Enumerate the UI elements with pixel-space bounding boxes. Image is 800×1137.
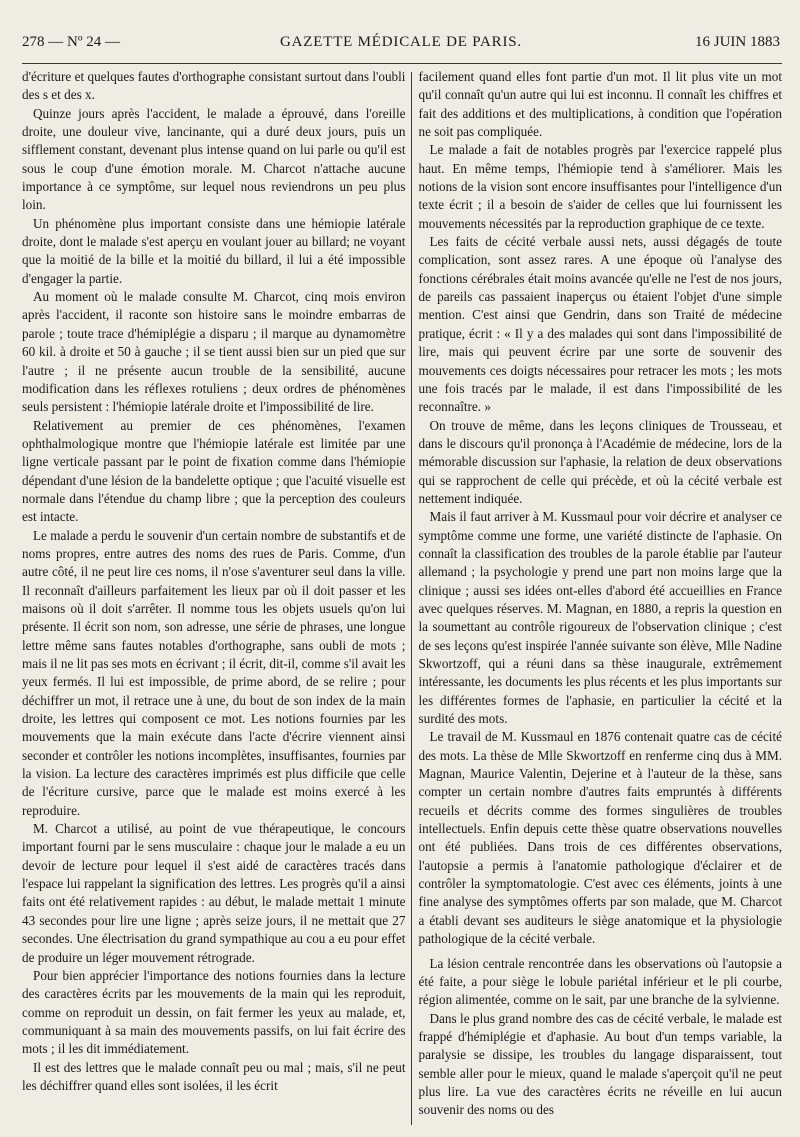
paragraph: Quinze jours après l'accident, le malade a éprouvé, dans l'oreille droite, une douleur vive, lancinante, qui a duré deux jours, puis un sifflement constant, devenant plus intense quand on lui parle ou qu'il est sous le coup d'une émotion morale. M. Charcot n'attache aucune importance à ce symptôme, sur lequel nous reviendrons un peu plus loin. [22, 105, 406, 213]
paragraph: On trouve de même, dans les leçons cliniques de Trousseau, et dans le discours qu'il prononça à l'Académie de médecine, lors de la mémorable discussion sur l'aphasie, la relation de deux observations qui se rapprochent de celle qui précède, et où la cécité verbale est nettement indiquée. [418, 417, 782, 506]
page-number: 278 — Nº 24 — [22, 34, 120, 50]
left-column [22, 68, 411, 1133]
article-body [22, 68, 782, 1133]
journal-title: GAZETTE MÉDICALE DE PARIS. [280, 34, 522, 50]
right-column [412, 68, 782, 1133]
paragraph: La lésion centrale rencontrée dans les observations où l'autopsie a été faite, a pour siège le lobule pariétal inférieur et le pli courbe, région alimentée, comme on le sait, par une branche de la sylvienne. [418, 955, 782, 1008]
paragraph: Mais il faut arriver à M. Kussmaul pour voir décrire et analyser ce symptôme comme une forme, une variété distincte de l'aphasie. On connaît la classification des troubles de la parole établie par l'auteur allemand ; la psychologie y prend une part non moins large que la clinique ; aussi ses idées ont-elles d'abord été accueillies en France avec quelques réserves. M. Magnan, en 1880, a repris la question en la soumettant au contrôle rigoureux de l'observation clinique ; c'est de ses leçons qu'est inspirée l'année suivante son élève, Mlle Nadine Skwortzoff, qui a réuni dans sa thèse inaugurale, extrêmement intéressante, les documents les plus récents et les plus importants sur les différentes formes de l'aphasie, en particulier la cécité et la surdité des mots. [418, 509, 782, 727]
page-header [22, 34, 780, 56]
paragraph: Pour bien apprécier l'importance des notions fournies dans la lecture des caractères écrits par les mouvements de la main qui les reproduit, comme on reproduit un dessin, on fait fermer les yeux au malade, et, communiquant à sa main des mouvements passifs, on lui fait écrire des mots ; il les dit immédiatement. [22, 967, 406, 1057]
paragraph: Relativement au premier de ces phénomènes, l'examen ophthalmologique montre que l'hémiopie latérale est limitée par une ligne verticale passant par le point de fixation comme dans l'hémiopie dépendant d'une lésion de la bandelette optique ; que l'acuité visuelle est normale dans l'étendue du champ libre ; que la perception des couleurs est intacte. [22, 417, 406, 525]
paragraph: Au moment où le malade consulte M. Charcot, cinq mois environ après l'accident, il raconte son histoire sans le moindre embarras de parole ; toute trace d'hémiplégie a disparu ; il marque au dynamomètre 60 kil. à droite et 50 à gauche ; il se tient aussi bien sur un pied que sur l'autre ; il ne présente aucun trouble de la sensibilité, aucune modification dans les réflexes rotuliens ; deux ordres de phénomènes seuls persistent : l'hémiopie latérale droite et l'impossibilité de lire. [22, 289, 406, 415]
paragraph: Le malade a perdu le souvenir d'un certain nombre de substantifs et de noms propres, entre autres des noms des rues de Paris. Comme, d'un autre côté, il ne peut lire ces noms, il n'ose s'aventurer seul dans la ville. Il reconnaît d'ailleurs parfaitement les lieux par où il doit passer et les maisons où il doit s'arrêter. Il nomme tous les objets usuels qu'on lui présente. Il écrit son nom, son adresse, une série de phrases, une longue lettre même sans fautes notables d'orthographe, sans oubli de mots ; mais il ne lit pas ses mots en écrivant ; il écrit, dit-il, comme s'il avait les yeux fermés. Il lui est impossible, de prime abord, de se relire ; pour déchiffrer un mot, il retrace une à une, du bout de son index de la main droite, les lettres qui composent ce mot. Les notions fournies par les mouvements que la main exécute dans l'acte d'écrire viennent ainsi seconder et contrôler les notions incomplètes, insuffisantes, fournies par la vision. La lecture des caractères imprimés est plus difficile que celle de l'écriture cursive, parce que le malade est moins exercé à les reproduire. [22, 527, 406, 818]
header-rule [22, 63, 782, 64]
paragraph: Dans le plus grand nombre des cas de cécité verbale, le malade est frappé d'hémiplégie et d'aphasie. Au bout d'un temps variable, la paralysie se dissipe, les troubles du langage disparaissent, tout semble aller pour le mieux, quand le malade s'aperçoit qu'il ne peut plus lire. La vue des caractères écrits ne réveille en lui aucun souvenir des noms ou des [418, 1010, 782, 1118]
paragraph: Le travail de M. Kussmaul en 1876 contenait quatre cas de cécité des mots. La thèse de Mlle Skwortzoff en renferme cinq dus à MM. Magnan, Maurice Valentin, Dejerine et à l'auteur de la thèse, sans compter un certain nombre d'autres faits empruntés à différents recueils et décrits comme des formes singulières de troubles intellectuels. Enfin depuis cette thèse quatre observations nouvelles ont été publiées. Dans trois de ces différentes observations, l'autopsie a permis à l'anatomie pathologique d'éclairer et de contrôler la symptomatologie. C'est avec ces éléments, joints à une fine analyse des symptômes offerts par son malade, que M. Charcot a établi devant ses auditeurs le siège anatomique et la physiologie pathologique de la cécité verbale. [418, 729, 782, 947]
paragraph: Un phénomène plus important consiste dans une hémiopie latérale droite, dont le malade s'est aperçu en voulant jouer au billard; ne voyant que la moitié de la bille et la moitié du billard, il lui a été impossible d'engager la partie. [22, 215, 406, 286]
paragraph: M. Charcot a utilisé, au point de vue thérapeutique, le concours important fourni par le sens musculaire : chaque jour le malade a eu un devoir de lecture pour lequel il s'est aidé de caractères tracés dans l'espace lui rappelant la signification des lettres. Les progrès qu'il a ainsi faits ont été relativement rapides : au début, le malade mettait 1 minute 43 secondes pour lire une ligne ; après seize jours, il ne mettait que 27 secondes. Une électrisation du grand sympathique au cou a eu pour effet de produire un léger mouvement rétrograde. [22, 821, 406, 965]
paragraph: Les faits de cécité verbale aussi nets, aussi dégagés de toute complication, sont assez rares. A une époque où l'analyse des fonctions cérébrales était moins avancée qu'elle ne l'est de nos jours, de pareils cas passaient inaperçus ou étaient l'objet d'une simple mention. C'est ainsi que Gendrin, dans son Traité de médecine pratique, écrit : « Il y a des malades qui sont dans l'impossibilité de lire, mais qui peuvent écrire par une sorte de souvenir des mouvements ces doigts nécessaires pour retracer les mots ; les mots une fois tracés par le malade, il est dans l'impossibilité de les reconnaître. » [418, 234, 782, 415]
paragraph: d'écriture et quelques fautes d'orthographe consistant surtout dans l'oubli des s et des x. [22, 69, 406, 103]
paragraph: facilement quand elles font partie d'un mot. Il lit plus vite un mot qu'il connaît qu'un autre qui lui est inconnu. Il connaît les chiffres et fait des additions et des multiplications, à condition que l'opération ne soit pas compliquée. [418, 69, 782, 140]
paragraph: Il est des lettres que le malade connaît peu ou mal ; mais, s'il ne peut les déchiffrer quand elles sont isolées, il les écrit [22, 1059, 406, 1093]
paragraph: Le malade a fait de notables progrès par l'exercice rappelé plus haut. En même temps, l'hémiopie tend à s'améliorer. Mais les notions de la vision sont encore insuffisantes pour l'intelligence d'un texte écrit ; il a besoin de s'aider de celles que lui fournissent les mouvements nécessités par la reproduction graphique de ce texte. [418, 142, 782, 231]
issue-date: 16 JUIN 1883 [695, 34, 780, 50]
